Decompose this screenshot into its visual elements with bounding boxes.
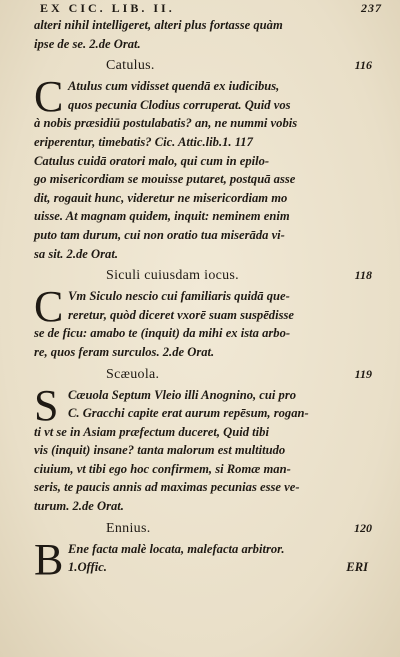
citation: 1.Offic. <box>68 560 107 575</box>
text-line: ti vt se in Asiam præfectum duceret, Quid tibi <box>34 424 269 439</box>
drop-initial: B <box>34 534 64 584</box>
section-heading <box>34 265 382 286</box>
section-title: Ennius. <box>106 520 151 536</box>
page-number: 237 <box>361 0 382 15</box>
text-line: uisse. At magnam quidem, inquit: neminem enim <box>34 209 290 224</box>
section-number: 118 <box>354 268 372 283</box>
drop-initial: C <box>34 72 64 122</box>
section-paragraph <box>34 380 382 516</box>
drop-initial: C <box>34 282 64 332</box>
section-number: 120 <box>354 520 372 535</box>
text-line: alteri nihil intelligeret, alteri plus fortasse quàm <box>34 18 283 32</box>
section-number: 116 <box>354 58 372 73</box>
text-line: go misericordiam se mouisse putaret, postquā asse <box>34 172 296 187</box>
section-paragraph <box>34 282 382 361</box>
section-title: Siculi cuiusdam iocus. <box>106 268 239 284</box>
section-title: Catulus. <box>106 58 155 74</box>
text-line: dit, rogauit hunc, videretur ne misericordiam mo <box>34 190 288 205</box>
text-line: ciuium, vt tibi ego hoc confirmem, si Romæ man- <box>34 461 291 476</box>
section-heading <box>34 364 382 385</box>
section-paragraph <box>34 72 382 263</box>
text-line: Catulus cuidā oratori malo, qui cum in epilo- <box>34 153 270 168</box>
text-line: se de ficu: amabo te (inquit) da mihi ex ista arbo- <box>34 326 291 341</box>
running-head <box>40 0 382 16</box>
text-line: eriperentur, timebatis? Cic. Attic.lib.1. 117 <box>34 134 253 149</box>
text-line <box>34 558 382 577</box>
section-heading <box>34 518 382 539</box>
section-number: 119 <box>354 366 372 381</box>
text-line: Vm Siculo nescio cui familiaris quidā que- <box>68 289 290 304</box>
text-line: ipse de se. 2.de Orat. <box>34 36 141 51</box>
drop-initial: S <box>34 380 59 430</box>
section-title: Scæuola. <box>106 366 160 382</box>
text-line: seris, te paucis annis ad maximas pecunias esse ve- <box>34 480 300 495</box>
section-heading <box>34 55 382 76</box>
text-line: puto tam durum, cui non oratio tua miserāda vi- <box>34 227 285 242</box>
text-line: turum. 2.de Orat. <box>34 499 124 514</box>
text-line: sa sit. 2.de Orat. <box>34 246 118 261</box>
text-line: quos pecunia Clodius corruperat. Quid vos <box>68 97 291 112</box>
text-line: reretur, quòd diceret vxorē suam suspēdisse <box>68 307 294 322</box>
text-block <box>34 16 382 584</box>
catchword: ERI <box>346 560 368 575</box>
section-paragraph <box>34 534 382 584</box>
text-line: re, quos feram surculos. 2.de Orat. <box>34 344 215 359</box>
running-head-title: EX CIC. LIB. II. <box>40 0 175 15</box>
text-line: à nobis præsidiū postulabatis? an, ne nummi vobis <box>34 116 298 131</box>
text-line: Ene facta malè locata, malefacta arbitror. <box>68 541 285 556</box>
text-line: vis (inquit) insane? tanta malorum est multitudo <box>34 443 286 458</box>
text-line: Cæuola Septum Vleio illi Anognino, cui pro <box>68 387 297 402</box>
text-line: C. Gracchi capite erat aurum repēsum, rogan- <box>68 406 309 421</box>
text-line: Atulus cum vidisset quendā ex iudicibus, <box>68 79 280 94</box>
